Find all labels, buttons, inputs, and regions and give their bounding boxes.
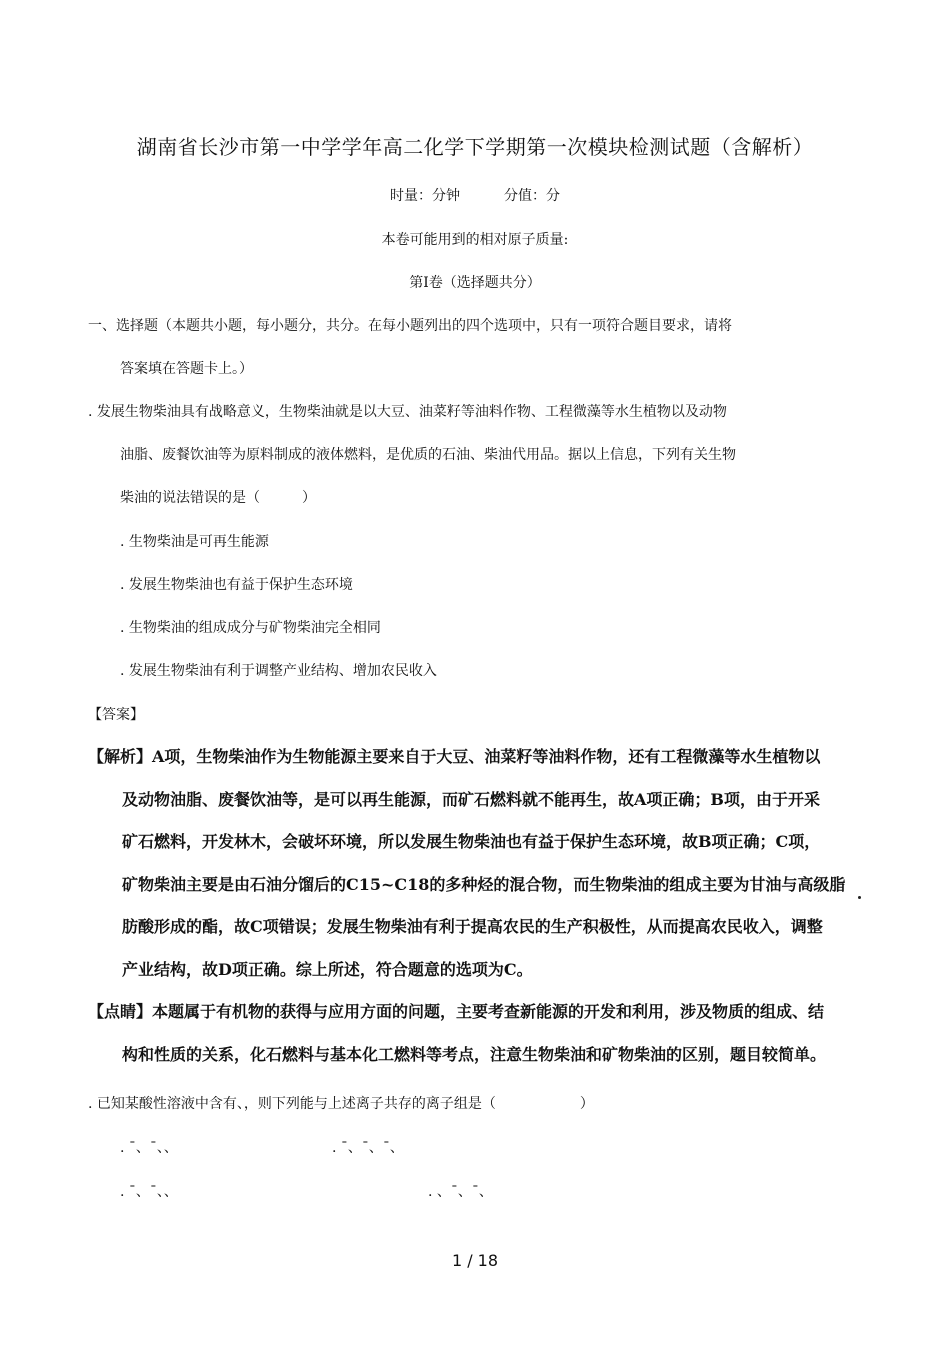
q2-option-d: . 、ˉ、ˉ、 xyxy=(428,1184,493,1200)
q1-comment-line1: 【点睛】本题属于有机物的获得与应用方面的问题，主要考查新能源的开发和利用，涉及物质的组成、结 xyxy=(88,1002,825,1021)
q1-stem-line3: 柴油的说法错误的是（ ） xyxy=(120,490,316,506)
q1-analysis-line5: 肪酸形成的酯，故C项错误；发展生物柴油有利于提高农民的生产积极性，从而提高农民收入，调整 xyxy=(122,917,823,936)
q1-option-b: . 发展生物柴油也有益于保护生态环境 xyxy=(120,577,353,593)
document-title: 湖南省长沙市第一中学学年高二化学下学期第一次模块检测试题（含解析） xyxy=(136,135,814,159)
q1-stem-line1: . 发展生物柴油具有战略意义，生物柴油就是以大豆、油菜籽等油料作物、工程微藻等水生植物以及动物 xyxy=(88,404,727,420)
q1-analysis-line6: 产业结构，故D项正确。综上所述，符合题意的选项为C。 xyxy=(122,960,533,979)
section-header-line2: 答案填在答题卡上。） xyxy=(120,361,253,377)
atomic-mass-line: 本卷可能用到的相对原子质量: xyxy=(381,232,569,248)
q1-option-c: . 生物柴油的组成成分与矿物柴油完全相同 xyxy=(120,620,381,636)
volume-title: 第Ⅰ卷（选择题共分） xyxy=(409,275,541,291)
q1-stem-line2: 油脂、废餐饮油等为原料制成的液体燃料，是优质的石油、柴油代用品。据以上信息，下列有关生物 xyxy=(120,447,736,463)
exam-time: 时量：分钟 xyxy=(390,188,460,204)
exam-meta xyxy=(0,185,950,205)
q1-answer-label: 【答案】 xyxy=(88,707,144,723)
q2-option-a: . ˉ、ˉ、、 xyxy=(120,1140,178,1156)
q2-option-b: . ˉ、ˉ、ˉ、 xyxy=(332,1140,404,1156)
q1-analysis-line4: 矿物柴油主要是由石油分馏后的C15~C18的多种烃的混合物，而生物柴油的组成主要为甘油与高级脂 xyxy=(122,875,846,894)
q1-analysis-line1: 【解析】A项，生物柴油作为生物能源主要来自于大豆、油菜籽等油料作物，还有工程微藻等水生植物以 xyxy=(88,747,821,766)
q1-option-d: . 发展生物柴油有利于调整产业结构、增加农民收入 xyxy=(120,663,437,679)
q2-stem: . 已知某酸性溶液中含有、，则下列能与上述离子共存的离子组是（ ） xyxy=(88,1096,594,1112)
q1-analysis-line2: 及动物油脂、废餐饮油等，是可以再生能源，而矿石燃料就不能再生，故A项正确；B项，由于开采 xyxy=(122,790,820,809)
q1-analysis-line3: 矿石燃料，开发林木，会破坏环境，所以发展生物柴油也有益于保护生态环境，故B项正确；C项， xyxy=(122,832,821,851)
page-number: 1 / 18 xyxy=(451,1251,499,1270)
section-header-line1: 一、选择题（本题共小题，每小题分，共分。在每小题列出的四个选项中，只有一项符合题目要求，请将 xyxy=(88,318,732,334)
q2-option-c: . ˉ、ˉ、、 xyxy=(120,1184,178,1200)
q1-option-a: . 生物柴油是可再生能源 xyxy=(120,534,269,550)
stray-dot-mark xyxy=(858,896,861,899)
exam-score: 分值：分 xyxy=(504,188,560,204)
q1-comment-line2: 构和性质的关系，化石燃料与基本化工燃料等考点，注意生物柴油和矿物柴油的区别，题目较简单。 xyxy=(122,1045,827,1064)
